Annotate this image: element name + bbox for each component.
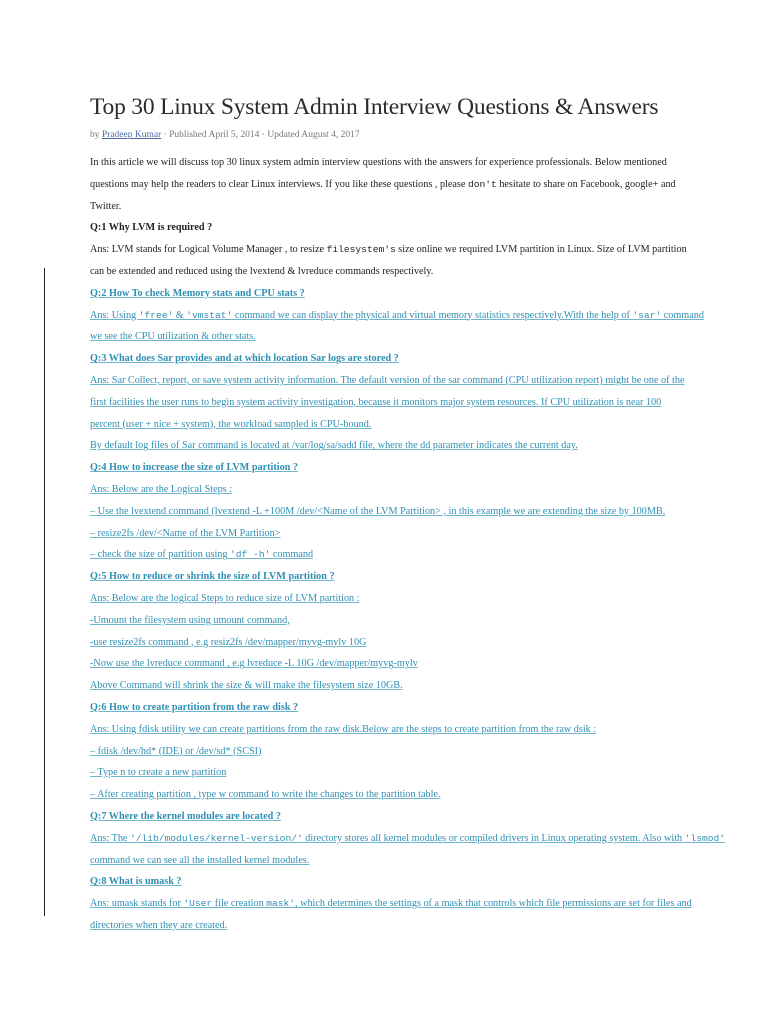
q3-answer-line-2[interactable]: first facilities the user runs to begin system activity investigation, because it monitors major system resources. If CPU utilization is near 100 — [90, 396, 662, 408]
q3-answer-line-3[interactable]: percent (user + nice + system), the workload sampled is CPU-bound. — [90, 418, 372, 430]
q8-question-link[interactable]: Q:8 What is umask ? — [90, 876, 182, 888]
q6-answer-line-3[interactable]: – Type n to create a new partition — [90, 767, 227, 779]
q4-answer-line-1[interactable]: Ans: Below are the Logical Steps : — [90, 483, 233, 495]
q2-answer-line-2[interactable]: we see the CPU utilization & other stats. — [90, 331, 256, 343]
article-title: Top 30 Linux System Admin Interview Questions & Answers — [90, 94, 659, 120]
intro-line-3: Twitter. — [90, 200, 122, 212]
q7-question-link[interactable]: Q:7 Where the kernel modules are located ? — [90, 810, 281, 822]
q5-answer-line-1[interactable]: Ans: Below are the logical Steps to reduce size of LVM partition : — [90, 592, 360, 604]
q6-question-link[interactable]: Q:6 How to create partition from the raw disk ? — [90, 701, 299, 713]
q1-answer-line-2: can be extended and reduced using the lvextend & lvreduce commands respectively. — [90, 265, 434, 277]
q8-answer-line-1[interactable]: Ans: umask stands for 'User file creation mask', which determines the settings of a mask that controls which file permissions are set for files and — [90, 898, 692, 910]
q5-answer-line-2[interactable]: -Umount the filesystem using umount command, — [90, 614, 290, 626]
author-link[interactable]: Pradeep Kumar — [101, 130, 162, 140]
byline: by Pradeep Kumar · Published April 5, 2014 · Updated August 4, 2017 — [90, 130, 360, 140]
q6-answer-line-2[interactable]: – fdisk /dev/hd* (IDE) or /dev/sd* (SCSI) — [90, 745, 262, 757]
q3-answer-line-4[interactable]: By default log files of Sar command is located at /var/log/sa/sadd file, where the dd parameter indicates the current day. — [90, 440, 578, 452]
q3-question-link[interactable]: Q:3 What does Sar provides and at which location Sar logs are stored ? — [90, 353, 399, 365]
intro-line-2: questions may help the readers to clear Linux interviews. If you like these questions , please don't hesitate to share on Facebook, google+ and — [90, 178, 676, 190]
q4-answer-line-3[interactable]: – resize2fs /dev/<Name of the LVM Partition> — [90, 527, 281, 539]
q4-answer-line-2[interactable]: – Use the lvextend command (lvextend -L +100M /dev/<Name of the LVM Partition> , in this example we are extending the size by 100MB. — [90, 505, 666, 517]
q4-answer-line-4[interactable]: – check the size of partition using 'df -h' command — [90, 549, 314, 561]
q5-answer-line-5[interactable]: Above Command will shrink the size & will make the filesystem size 10GB. — [90, 680, 403, 692]
q5-answer-line-3[interactable]: -use resize2fs command , e.g resiz2fs /dev/mapper/myvg-mylv 10G — [90, 636, 367, 648]
q2-answer-line-1[interactable]: Ans: Using 'free' & 'vmstat' command we can display the physical and virtual memory statistics respectively.With the help of 'sar' command — [90, 309, 704, 321]
q6-answer-line-1[interactable]: Ans: Using fdisk utility we can create partitions from the raw disk.Below are the steps to create partition from the raw dsik : — [90, 723, 597, 735]
q1-question: Q:1 Why LVM is required ? — [90, 222, 213, 234]
q3-answer-line-1[interactable]: Ans: Sar Collect, report, or save system activity information. The default version of the sar command (CPU utilization report) might be one of the — [90, 374, 685, 386]
q2-question-link[interactable]: Q:2 How To check Memory stats and CPU stats ? — [90, 287, 305, 299]
margin-rule — [44, 268, 45, 916]
q6-answer-line-4[interactable]: – After creating partition , type w command to write the changes to the partition table. — [90, 789, 441, 801]
q7-answer-line-1[interactable]: Ans: The '/lib/modules/kernel-version/' directory stores all kernel modules or compiled drivers in Linux operating system. Also with 'lsmod' — [90, 832, 725, 844]
q8-answer-line-2[interactable]: directories when they are created. — [90, 919, 228, 931]
q5-answer-line-4[interactable]: -Now use the lvreduce command , e.g lvreduce -L 10G /dev/mapper/myvg-mylv — [90, 658, 418, 670]
q1-answer-line-1: Ans: LVM stands for Logical Volume Manager , to resize filesystem's size online we required LVM partition in Linux. Size of LVM partition — [90, 244, 687, 256]
q5-question-link[interactable]: Q:5 How to reduce or shrink the size of LVM partition ? — [90, 571, 335, 583]
q4-question-link[interactable]: Q:4 How to increase the size of LVM partition ? — [90, 462, 298, 474]
article — [90, 92, 725, 937]
q7-answer-line-2[interactable]: command we can see all the installed kernel modules. — [90, 854, 310, 866]
intro-line-1: In this article we will discuss top 30 linux system admin interview questions with the answers for experience professionals. Below mentioned — [90, 157, 667, 168]
